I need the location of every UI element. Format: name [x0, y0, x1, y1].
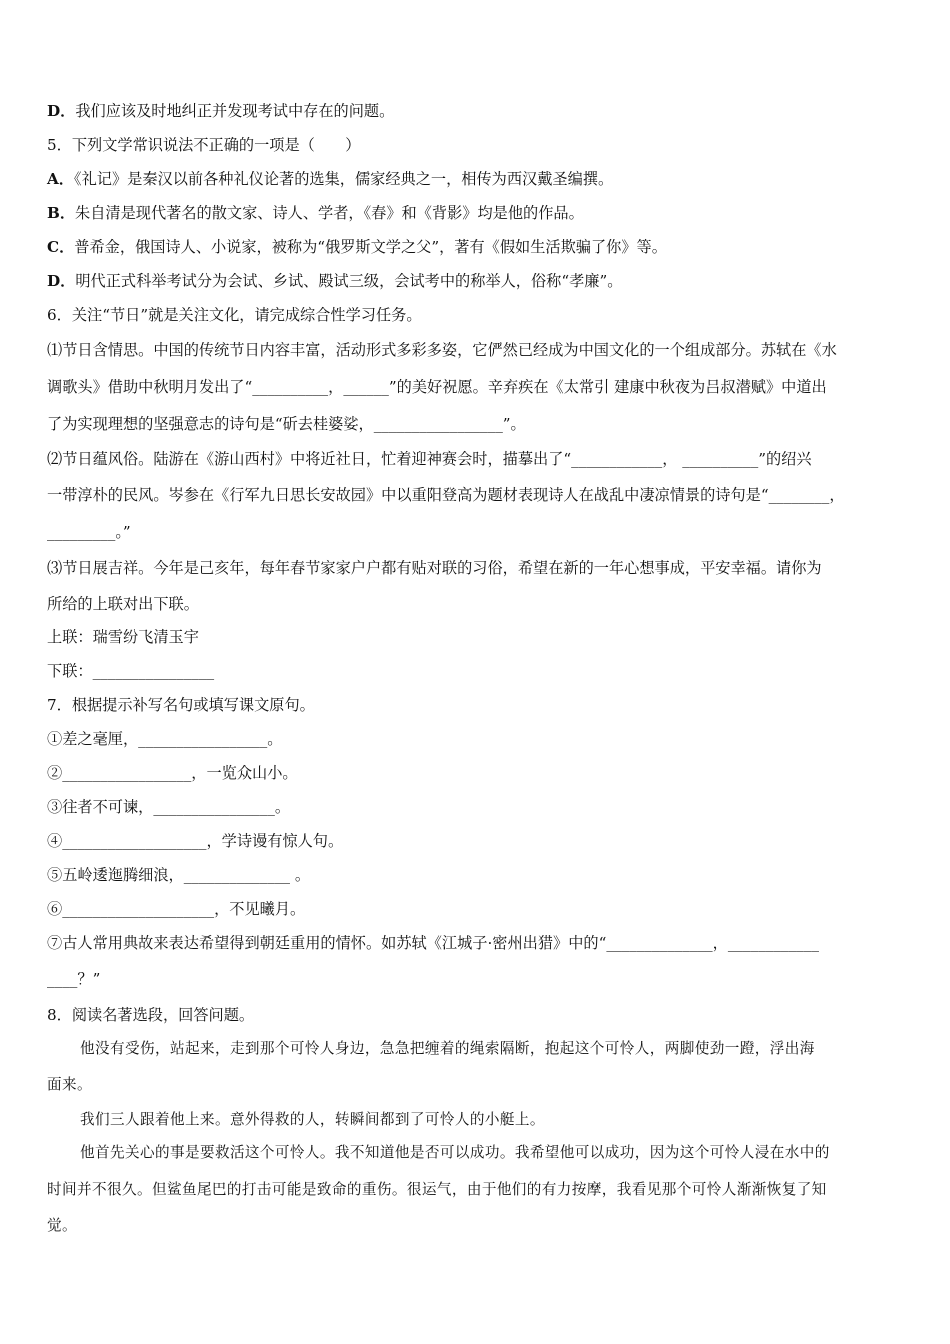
q6-part2-line3: _________。” — [47, 523, 131, 541]
q5-stem: 5．下列文学常识说法不正确的一项是（ ） — [47, 136, 361, 154]
q6-part2-line1: ⑵节日蕴风俗。陆游在《游山西村》中将近社日，忙着迎神赛会时，描摹出了“____________， __________”的绍兴 — [47, 450, 812, 468]
q5-option-c — [47, 237, 667, 257]
q4-option-d — [47, 101, 394, 121]
q7-item-4: ④___________________，学诗谩有惊人句。 — [47, 832, 344, 850]
option-text: 明代正式科举考试分为会试、乡试、殿试三级，会试考中的称举人，俗称“孝廉”。 — [75, 272, 623, 290]
option-label: C． — [47, 238, 75, 256]
q8-passage-para2: 我们三人跟着他上来。意外得救的人，转瞬间都到了可怜人的小艇上。 — [80, 1111, 545, 1128]
q6-part1-line2: 调歌头》借助中秋明月发出了“__________，______”的美好祝愿。辛弃疾在《太常引 建康中秋夜为吕叔潜赋》中道出 — [47, 378, 827, 396]
option-label: A． — [47, 170, 74, 188]
q8-passage-para1-line1: 他没有受伤，站起来，走到那个可怜人身边，急急把缠着的绳索隔断，抱起这个可怜人，两脚使劲一蹬，浮出海 — [80, 1040, 815, 1057]
q8-stem: 8．阅读名著选段，回答问题。 — [47, 1006, 255, 1024]
q7-item-5: ⑤五岭逶迤腾细浪，______________ 。 — [47, 866, 311, 884]
q8-passage-para3-line2: 时间并不很久。但鲨鱼尾巴的打击可能是致命的重伤。很运气，由于他们的有力按摩，我看见那个可怜人渐渐恢复了知 — [47, 1181, 827, 1198]
q8-passage-para3-line1: 他首先关心的事是要救活这个可怜人。我不知道他是否可以成功。我希望他可以成功，因为这个可怜人浸在水中的 — [80, 1144, 830, 1161]
q7-item-3: ③往者不可谏，________________。 — [47, 798, 290, 816]
q7-item-7-line2: ____？” — [47, 970, 101, 988]
option-text: 我们应该及时地纠正并发现考试中存在的问题。 — [75, 102, 395, 120]
option-text: 《礼记》是秦汉以前各种礼仪论著的选集，儒家经典之一，相传为西汉戴圣编撰。 — [73, 170, 614, 188]
q6-upper-couplet: 上联：瑞雪纷飞清玉宇 — [47, 628, 199, 646]
q7-item-7-line1: ⑦古人常用典故来表达希望得到朝廷重用的情怀。如苏轼《江城子·密州出猎》中的“______________，____________ — [47, 934, 819, 952]
q8-passage-para3-line3: 觉。 — [47, 1217, 77, 1234]
q7-stem: 7．根据提示补写名句或填写课文原句。 — [47, 696, 315, 714]
q6-part1-line1: ⑴节日含情思。中国的传统节日内容丰富，活动形式多彩多姿，它俨然已经成为中国文化的一个组成部分。苏轼在《水 — [47, 341, 837, 359]
q6-part3-line2: 所给的上联对出下联。 — [47, 595, 199, 613]
q6-part2-line2: 一带淳朴的民风。岑参在《行军九日思长安故园》中以重阳登高为题材表现诗人在战乱中凄凉情景的诗句是“________， — [47, 486, 845, 504]
q7-item-6: ⑥____________________，不见曦月。 — [47, 900, 306, 918]
q6-part3-line1: ⑶节日展吉祥。今年是己亥年，每年春节家家户户都有贴对联的习俗，希望在新的一年心想事成，平安幸福。请你为 — [47, 559, 822, 577]
q6-lower-couplet: 下联：________________ — [47, 662, 215, 680]
option-label: D． — [47, 272, 76, 290]
option-text: 普希金，俄国诗人、小说家，被称为“俄罗斯文学之父”，著有《假如生活欺骗了你》等。 — [74, 238, 667, 256]
q8-passage-para1-line2: 面来。 — [47, 1076, 92, 1093]
q5-option-a — [47, 169, 613, 189]
q6-stem: 6．关注“节日”就是关注文化，请完成综合性学习任务。 — [47, 306, 422, 324]
option-text: 朱自清是现代著名的散文家、诗人、学者，《春》和《背影》均是他的作品。 — [75, 204, 584, 222]
option-label: B． — [47, 204, 76, 222]
option-label: D． — [47, 102, 76, 120]
q7-item-2: ②_________________，一览众山小。 — [47, 764, 298, 782]
q6-part1-line3: 了为实现理想的坚强意志的诗句是“斫去桂婆娑，_________________”。 — [47, 415, 526, 433]
q7-item-1: ①差之毫厘，_________________。 — [47, 730, 283, 748]
q5-option-b — [47, 203, 584, 223]
q5-option-d — [47, 271, 622, 291]
